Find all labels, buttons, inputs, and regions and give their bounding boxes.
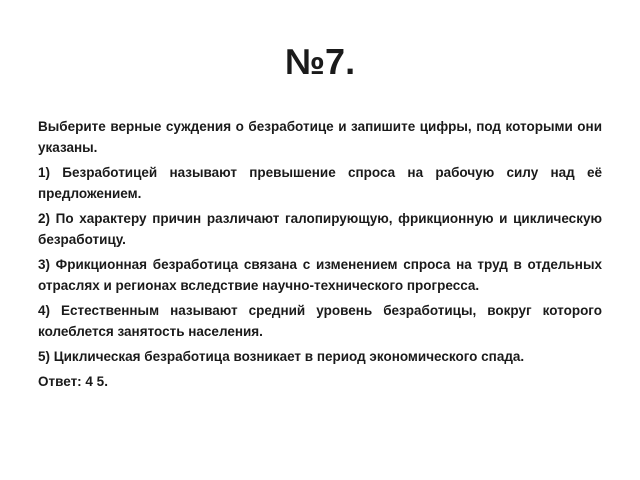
option-5: 5) Циклическая безработица возникает в период экономического спада. xyxy=(38,349,525,364)
option-3: 3) Фрикционная безработица связана с изменением спроса на труд в отдельных отраслях и регионах вследствие научно-технического прогресса. xyxy=(38,257,602,293)
slide-body xyxy=(38,116,602,392)
option-1: 1) Безработицей называют превышение спроса на рабочую силу над её предложением. xyxy=(38,165,602,201)
option-4: 4) Естественным называют средний уровень безработицы, вокруг которого колеблется занятость населения. xyxy=(38,303,602,339)
question-text: Выберите верные суждения о безработице и запишите цифры, под которыми они указаны. xyxy=(38,119,602,155)
answer-text: Ответ: 4 5. xyxy=(38,374,108,389)
slide-title: №7. xyxy=(284,41,356,82)
option-2: 2) По характеру причин различают галопирующую, фрикционную и циклическую безработицу. xyxy=(38,211,602,247)
